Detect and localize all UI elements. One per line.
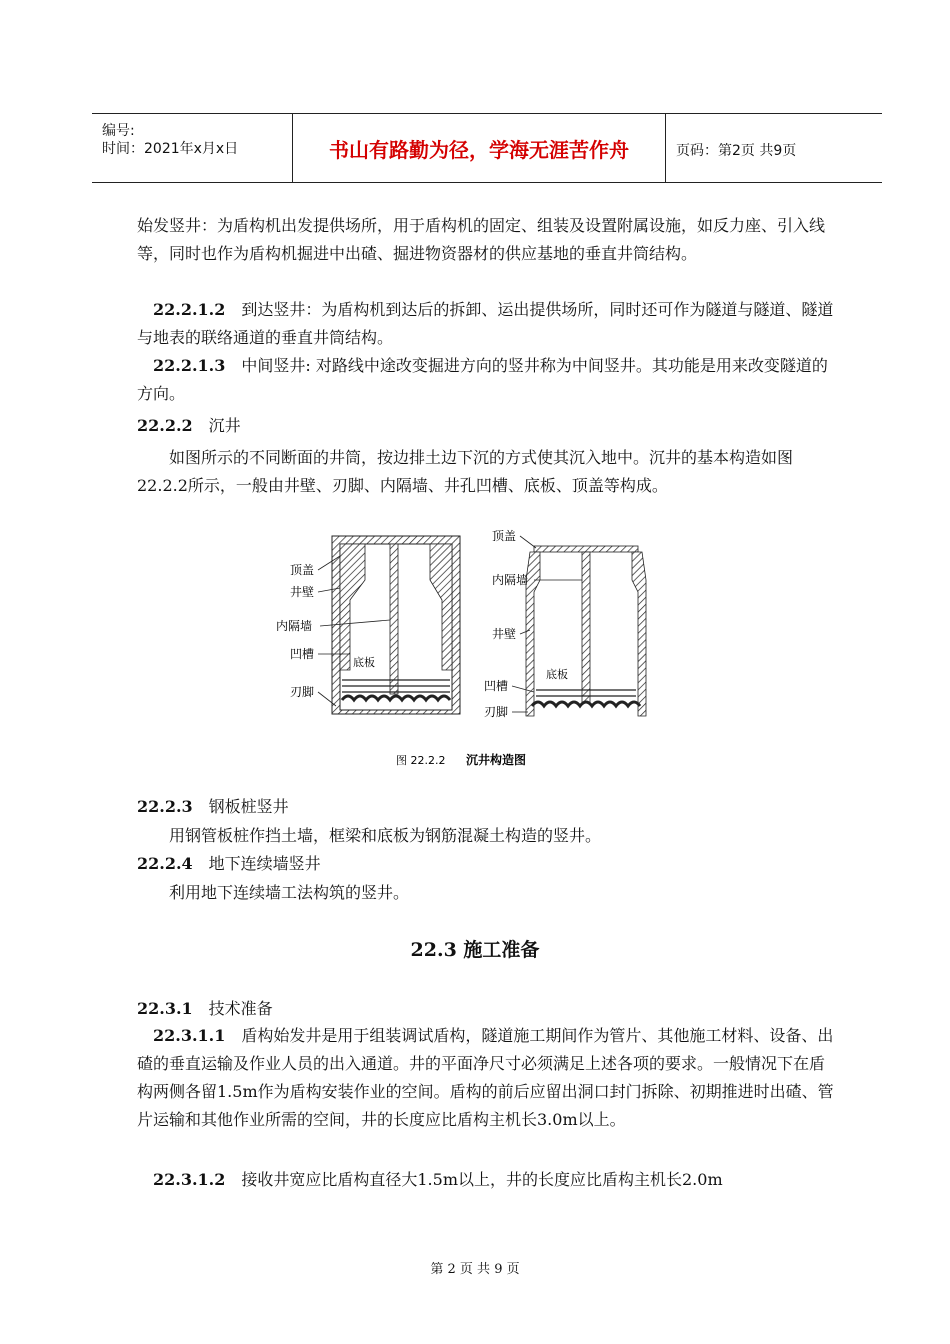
label-top-cover-right: 顶盖 bbox=[492, 529, 517, 543]
header-meta-cell bbox=[92, 114, 293, 182]
paragraph-diaphragm-wall: 利用地下连续墙工法构筑的竖井。 bbox=[169, 883, 410, 902]
header-page-label: 页码：第2页 共9页 bbox=[676, 143, 797, 159]
figure-caption-number: 图 22.2.2 bbox=[396, 754, 446, 767]
figure-caption-text: 沉井构造图 bbox=[466, 753, 527, 767]
clause-text: 盾构始发井是用于组装调试盾构，隧道施工期间作为管片、其他施工材料、设备、出碴的垂直运输及作业人员的出入通道。井的平面净尺寸必须满足上述各项的要求。一般情况下在盾构两侧各留1.5m作为盾构安装作业的空间。盾构的前后应留出洞口封门拆除、初期推进时出碴、管片运输和其他作业所需的空间，井的长度应比盾构主机长3.0m以上。 bbox=[137, 1026, 834, 1129]
heading-number: 22.2.3 bbox=[137, 797, 193, 816]
floor-label-left: 底板 bbox=[353, 656, 375, 669]
clause-number: 22.3.1.2 bbox=[153, 1170, 226, 1189]
clause-number: 22.2.1.2 bbox=[153, 300, 226, 319]
label-shaft-wall-left: 井壁 bbox=[290, 585, 315, 599]
paragraph-caisson: 如图所示的不同断面的井筒，按边排土边下沉的方式使其沉入地中。沉井的基本构造如图22.2.2所示，一般由井壁、刃脚、内隔墙、井孔凹槽、底板、顶盖等构成。 bbox=[137, 448, 794, 495]
paragraph-middle-shaft bbox=[137, 352, 837, 408]
label-cutting-edge-right: 刃脚 bbox=[484, 705, 509, 719]
label-inner-wall-left: 内隔墙 bbox=[276, 619, 313, 633]
number-label: 编号: bbox=[102, 123, 135, 139]
label-top-cover-left: 顶盖 bbox=[290, 563, 315, 577]
label-cutting-edge-left: 刃脚 bbox=[290, 685, 315, 699]
paragraph-receiving-well bbox=[137, 1166, 837, 1194]
heading-number: 22.3.1 bbox=[137, 999, 193, 1018]
heading-text: 地下连续墙竖井 bbox=[208, 854, 321, 873]
time-label: 时间：2021年x月x日 bbox=[102, 141, 239, 157]
paragraph-start-well bbox=[137, 1022, 837, 1134]
section-title: 22.3 施工准备 bbox=[410, 939, 540, 961]
heading-text: 技术准备 bbox=[208, 999, 273, 1018]
label-groove-left: 凹槽 bbox=[290, 647, 315, 661]
heading-caisson bbox=[137, 412, 837, 440]
page-footer: 第 2 页 共 9 页 bbox=[430, 1262, 520, 1277]
heading-diaphragm-wall bbox=[137, 850, 837, 878]
label-shaft-wall-right: 井壁 bbox=[492, 627, 517, 641]
paragraph-start-shaft: 始发竖井：为盾构机出发提供场所，用于盾构机的固定、组装及设置附属设施，如反力座、引入线等，同时也作为盾构机掘进中出碴、掘进物资器材的供应基地的垂直井筒结构。 bbox=[137, 216, 826, 263]
caisson-right bbox=[484, 529, 646, 719]
clause-text: 中间竖井: 对路线中途改变掘进方向的竖井称为中间竖井。其功能是用来改变隧道的方向。 bbox=[137, 356, 828, 403]
clause-number: 22.2.1.3 bbox=[153, 356, 226, 375]
paragraph-steel-sheet-pile: 用钢管板桩作挡土墙，框梁和底板为钢筋混凝土构造的竖井。 bbox=[169, 826, 602, 845]
caisson-left bbox=[276, 536, 460, 714]
heading-steel-sheet-pile bbox=[137, 793, 837, 821]
floor-label-right: 底板 bbox=[546, 668, 568, 681]
heading-number: 22.2.2 bbox=[137, 416, 193, 435]
heading-text: 钢板桩竖井 bbox=[208, 797, 289, 816]
clause-number: 22.3.1.1 bbox=[153, 1026, 226, 1045]
heading-number: 22.2.4 bbox=[137, 854, 193, 873]
document-header bbox=[92, 113, 882, 183]
header-motto: 书山有路勤为径，学海无涯苦作舟 bbox=[293, 114, 666, 182]
clause-text: 接收井宽应比盾构直径大1.5m以上，井的长度应比盾构主机长2.0m bbox=[241, 1170, 723, 1189]
heading-technical-prep bbox=[137, 995, 837, 1023]
paragraph-arrival-shaft bbox=[137, 296, 837, 352]
clause-text: 到达竖井：为盾构机到达后的拆卸、运出提供场所，同时还可作为隧道与隧道、隧道与地表的联络通道的垂直井筒结构。 bbox=[137, 300, 834, 347]
caisson-structure-figure bbox=[270, 520, 670, 780]
heading-text: 沉井 bbox=[208, 416, 241, 435]
label-inner-wall-right: 内隔墙 bbox=[492, 573, 529, 587]
label-groove-right: 凹槽 bbox=[484, 679, 509, 693]
